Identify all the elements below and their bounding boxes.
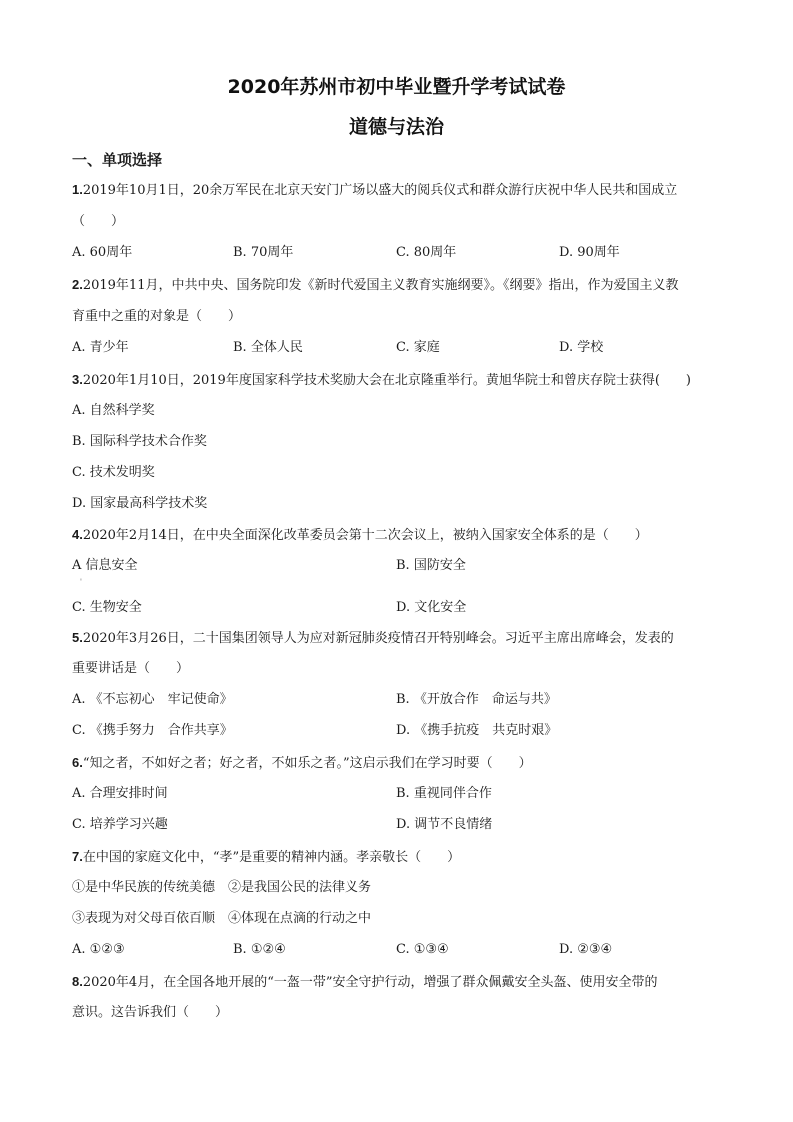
q1-option-a[interactable]: A. 60周年 [72,245,133,260]
q6-option-d[interactable]: D. 调节不良情绪 [396,817,493,832]
q3-option-d[interactable]: D. 国家最高科学技术奖 [72,496,208,511]
q2-option-c[interactable]: C. 家庭 [396,340,440,355]
question-8: 8.2020年4月，在全国各地开展的“一盔一带”安全守护行动，增强了群众佩戴安全头盔、使用安全带的 [72,974,658,990]
q3-option-a[interactable]: A. 自然科学奖 [72,403,155,418]
q4-option-b[interactable]: B. 国防安全 [396,558,466,573]
q3-option-b[interactable]: B. 国际科学技术合作奖 [72,434,207,449]
q2-option-a[interactable]: A. 青少年 [72,340,129,355]
q5-option-b[interactable]: B. 《开放合作 命运与共》 [396,692,557,707]
section-heading: 一、单项选择 [72,151,163,169]
question-7: 7.在中国的家庭文化中，“孝”是重要的精神内涵。孝亲敬长（ ） [72,849,461,865]
question-5-line-2: 重要讲话是（ ） [72,661,190,676]
q3-option-c[interactable]: C. 技术发明奖 [72,465,155,480]
q1-option-d[interactable]: D. 90周年 [559,245,620,260]
q6-option-b[interactable]: B. 重视同伴合作 [396,786,492,801]
question-2: 2.2019年11月，中共中央、国务院印发《新时代爱国主义教育实施纲要》。《纲要》指出，作为爱国主义教 [72,277,679,293]
q6-option-c[interactable]: C. 培养学习兴趣 [72,817,168,832]
q5-option-d[interactable]: D. 《携手抗疫 共克时艰》 [396,723,558,738]
q5-option-c[interactable]: C. 《携手努力 合作共享》 [72,723,233,738]
q2-option-d[interactable]: D. 学校 [559,340,604,355]
question-5: 5.2020年3月26日，二十国集团领导人为应对新冠肺炎疫情召开特别峰会。习近平主席出席峰会，发表的 [72,630,674,646]
question-7-statements-1: ①是中华民族的传统美德 ②是我国公民的法律义务 [72,880,372,895]
question-1-blank: （ ） [72,214,125,229]
question-2-line-2: 育重中之重的对象是（ ） [72,309,242,324]
question-3: 3.2020年1月10日，2019年度国家科学技术奖励大会在北京隆重举行。黄旭华院士和曾庆存院士获得( ) [72,372,691,388]
q7-option-c[interactable]: C. ①③④ [396,942,449,957]
question-1: 1.2019年10月1日，20余万军民在北京天安门广场以盛大的阅兵仪式和群众游行庆祝中华人民共和国成立 [72,182,678,198]
q7-option-d[interactable]: D. ②③④ [559,942,613,957]
question-6: 6.“知之者，不如好之者；好之者，不如乐之者。”这启示我们在学习时要（ ） [72,755,532,771]
question-4: 4.2020年2月14日，在中央全面深化改革委员会第十二次会议上，被纳入国家安全体系的是（ ） [72,527,648,543]
question-8-line-2: 意识。这告诉我们（ ） [72,1005,229,1020]
exam-title: 2020年苏州市初中毕业暨升学考试试卷 [227,76,566,98]
question-7-statements-2: ③表现为对父母百依百顺 ④体现在点滴的行动之中 [72,911,372,926]
q1-option-c[interactable]: C. 80周年 [396,245,457,260]
q1-option-b[interactable]: B. 70周年 [233,245,294,260]
q2-option-b[interactable]: B. 全体人民 [233,340,303,355]
exam-subject: 道德与法治 [348,116,444,138]
q6-option-a[interactable]: A. 合理安排时间 [72,786,168,801]
q4-option-a[interactable]: A 信息安全 [72,558,138,573]
q4-option-d[interactable]: D. 文化安全 [396,600,467,615]
q7-option-a[interactable]: A. ①②③ [72,942,125,957]
q5-option-a[interactable]: A. 《不忘初心 牢记使命》 [72,692,233,707]
q4-option-c[interactable]: C. 生物安全 [72,600,142,615]
q7-option-b[interactable]: B. ①②④ [233,942,286,957]
stray-mark: ' [80,578,82,586]
